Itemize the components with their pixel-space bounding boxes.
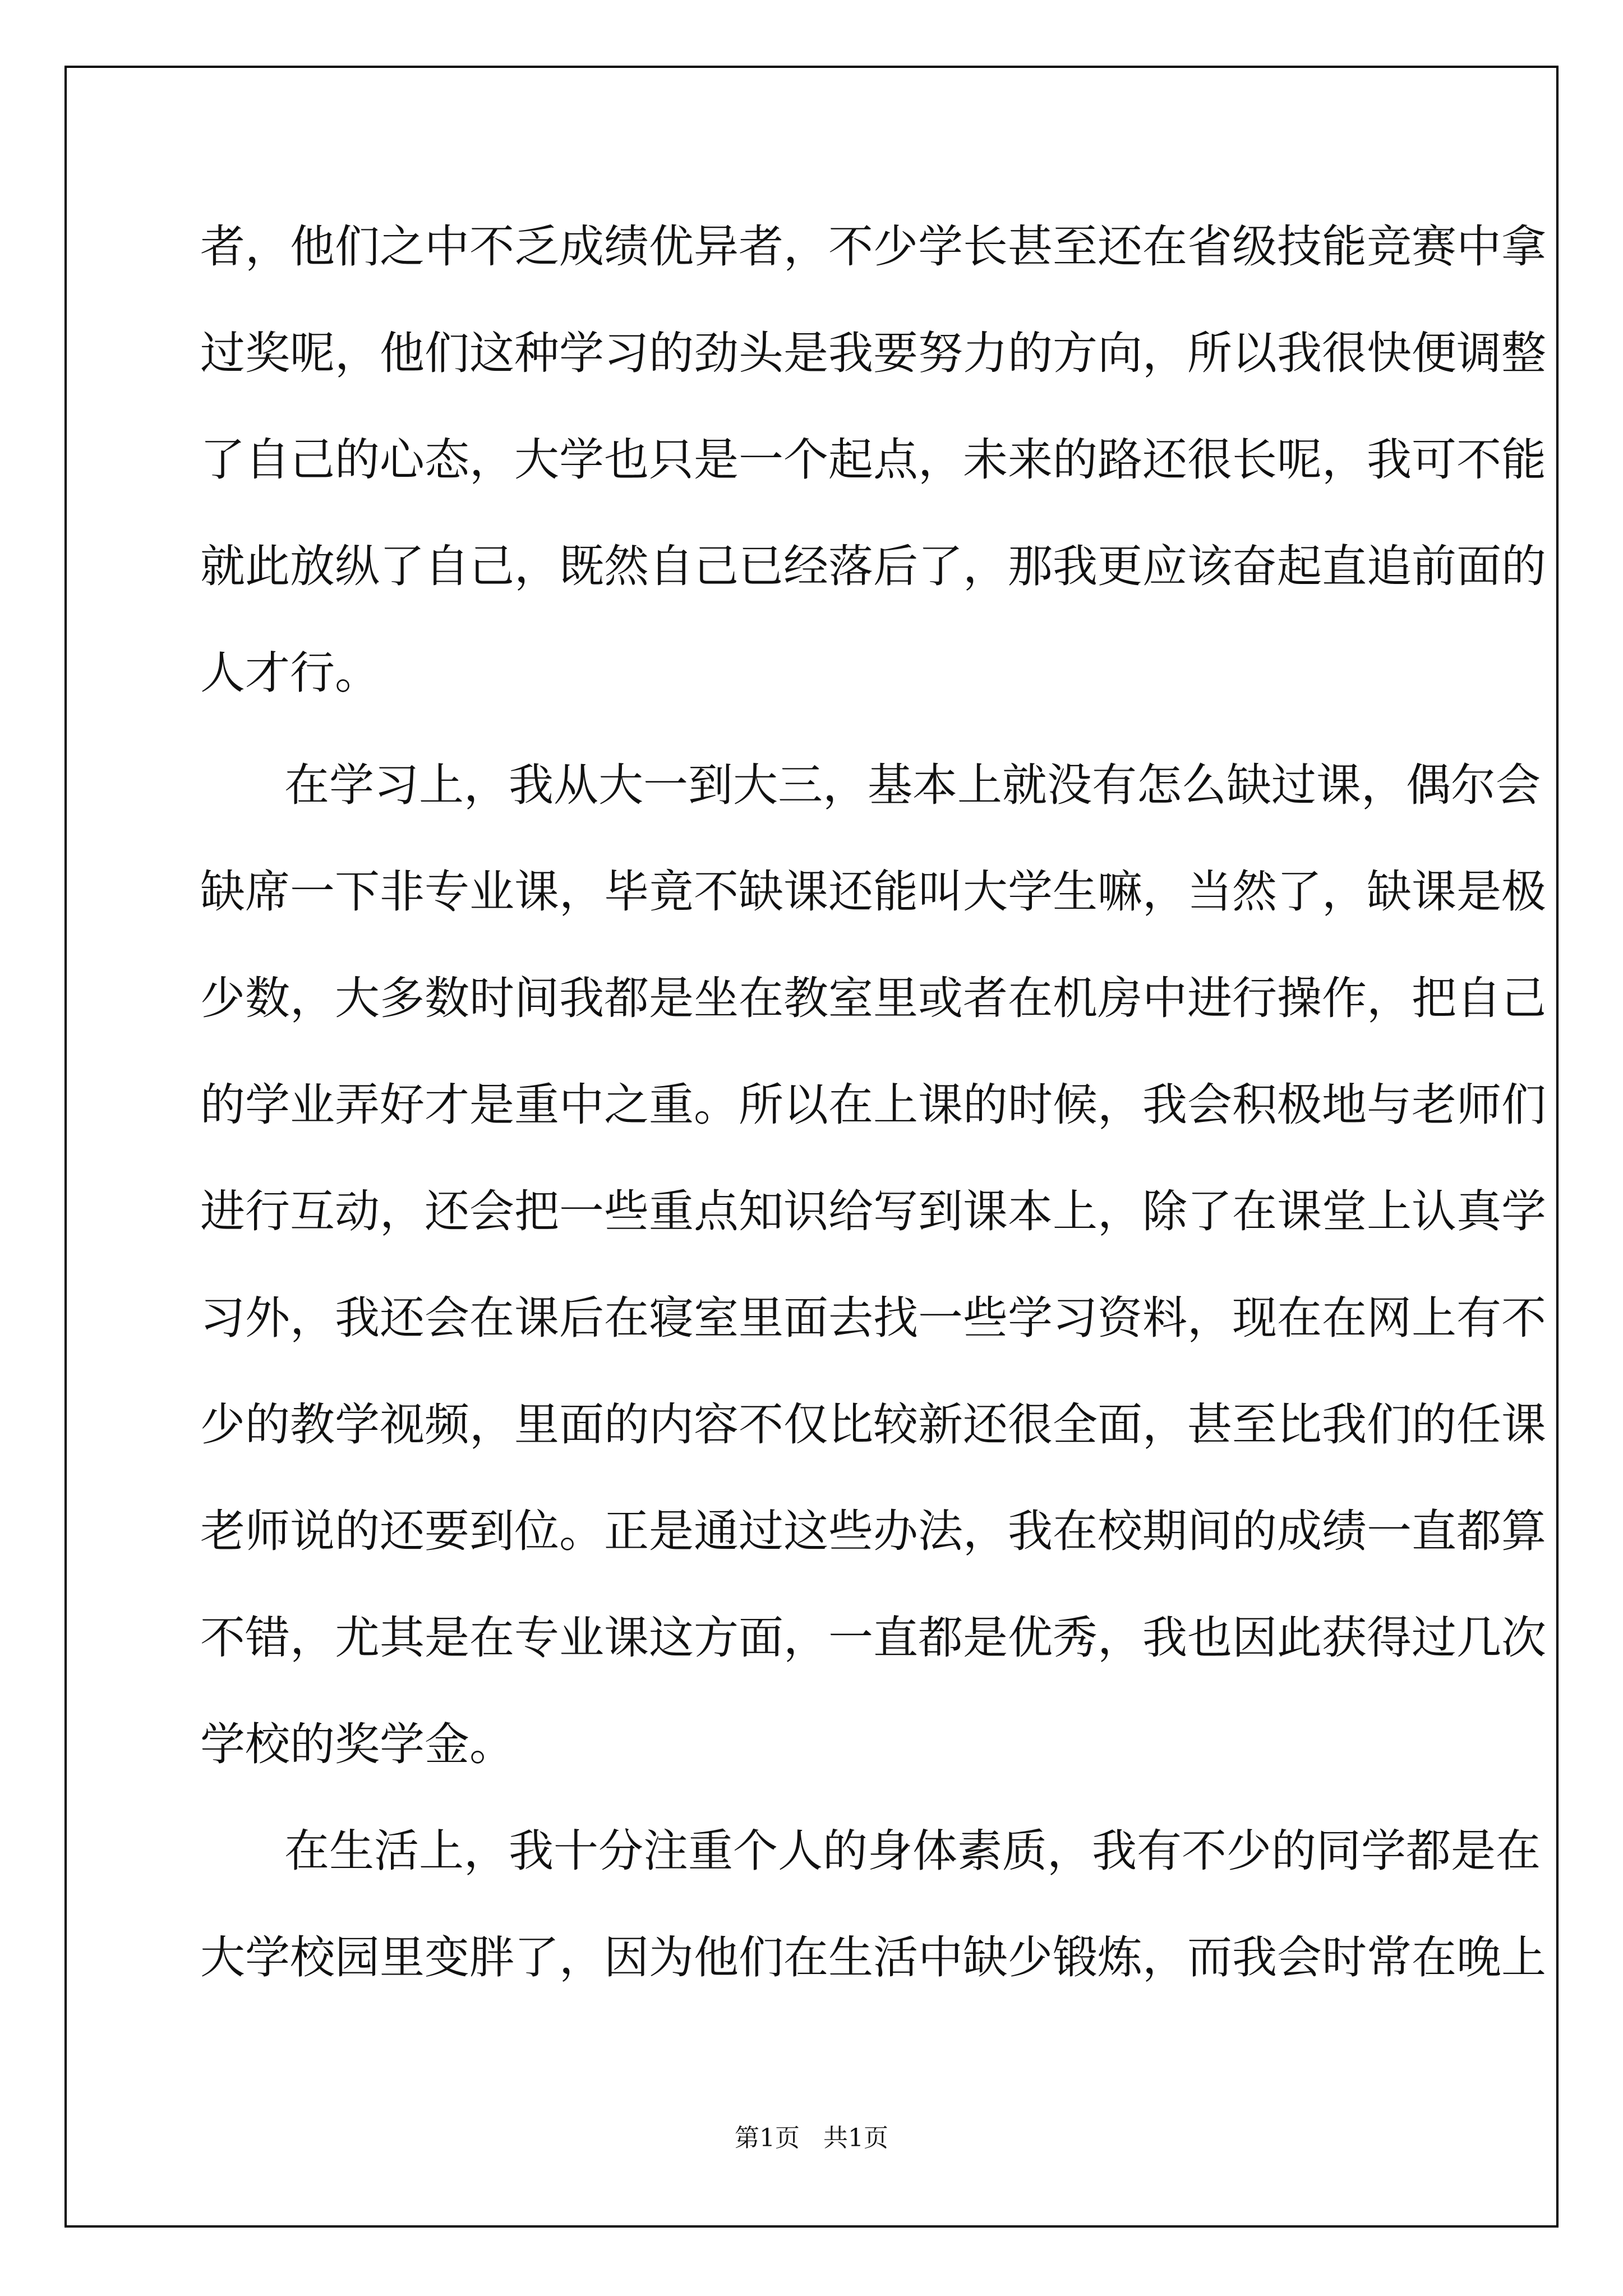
paragraph-first-line: 在生活上，我十分注重个人的身体素质，我有不少的同学都是在	[284, 1825, 1541, 1877]
text-line: 进行互动，还会把一些重点知识给写到课本上，除了在课堂上认真学	[200, 1185, 1546, 1237]
page-total: 共1页	[823, 2124, 888, 2152]
text-line: 过奖呢，他们这种学习的劲头是我要努力的方向，所以我很快便调整	[200, 327, 1546, 379]
text-line: 者，他们之中不乏成绩优异者，不少学长甚至还在省级技能竞赛中拿	[200, 220, 1546, 273]
text-line: 了自己的心态，大学也只是一个起点，未来的路还很长呢，我可不能	[200, 434, 1546, 486]
text-line: 缺席一下非专业课，毕竟不缺课还能叫大学生嘛，当然了，缺课是极	[200, 866, 1546, 918]
text-line: 大学校园里变胖了，因为他们在生活中缺少锻炼，而我会时常在晚上	[200, 1931, 1546, 1984]
text-line: 习外，我还会在课后在寝室里面去找一些学习资料，现在在网上有不	[200, 1292, 1546, 1344]
page-footer	[0, 2122, 1623, 2155]
page-number: 第1页	[735, 2124, 800, 2152]
page-border	[64, 66, 1559, 2228]
text-line: 少数，大多数时间我都是坐在教室里或者在机房中进行操作，把自己	[200, 972, 1546, 1024]
text-line: 人才行。	[200, 647, 380, 699]
text-line: 的学业弄好才是重中之重。所以在上课的时候，我会积极地与老师们	[200, 1079, 1546, 1131]
text-line: 不错，尤其是在专业课这方面，一直都是优秀，我也因此获得过几次	[200, 1612, 1546, 1664]
text-line: 就此放纵了自己，既然自己已经落后了，那我更应该奋起直追前面的	[200, 540, 1546, 592]
paragraph-first-line: 在学习上，我从大一到大三，基本上就没有怎么缺过课，偶尔会	[284, 759, 1541, 811]
text-line: 老师说的还要到位。正是通过这些办法，我在校期间的成绩一直都算	[200, 1505, 1546, 1557]
text-line: 学校的奖学金。	[200, 1718, 514, 1770]
text-line: 少的教学视频，里面的内容不仅比较新还很全面，甚至比我们的任课	[200, 1398, 1546, 1451]
